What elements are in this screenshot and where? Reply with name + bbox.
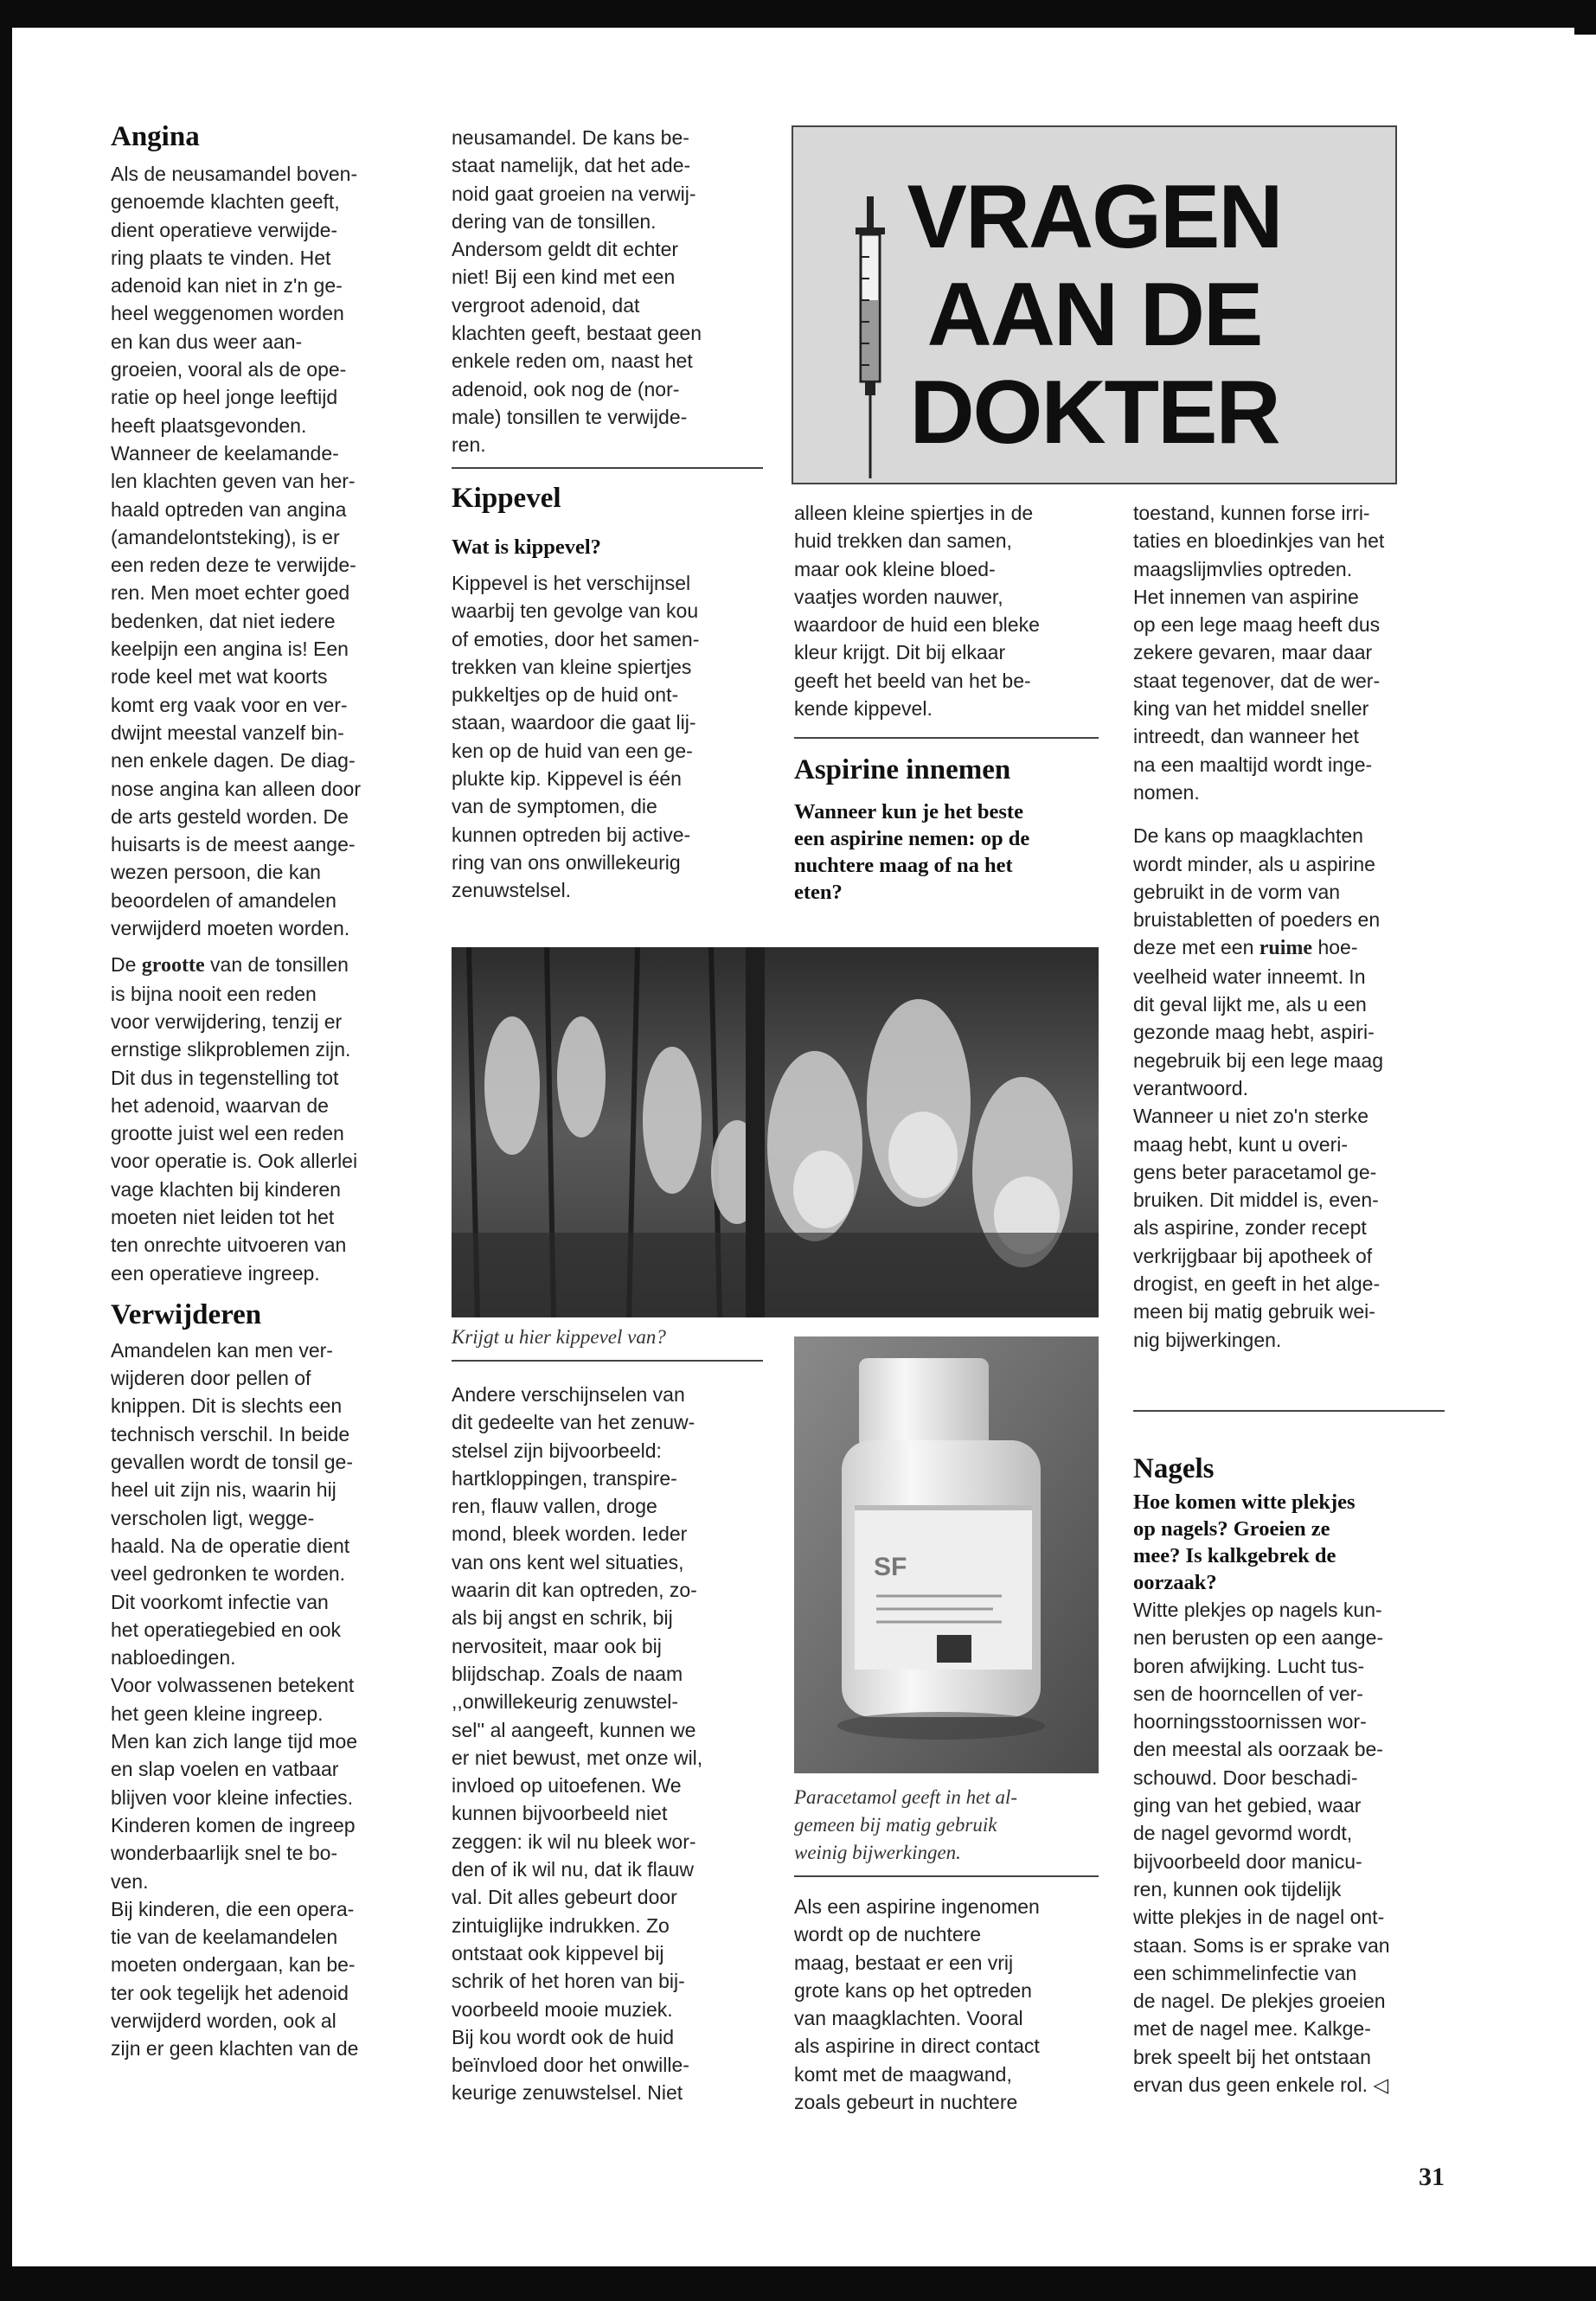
paracetamol-bottle-image xyxy=(794,1336,1099,1773)
nagels-paragraph: Witte plekjes op nagels kun- nen berusten op een aange- boren afwijking. Lucht tus- sen de hoorncellen of ver- hoorningsstoornissen wor- den meestal als oorzaak be- schouwd. Door beschadi- ging van het gebied, waar de nagel gevormd wordt, bijvoorbeeld door manicu- ren, kunnen ook tijdelijk witte plekjes in de nagel ont- staan. Soms is er sprake van een schimmelinfectie van de nagel. De plekjes groeien met de nagel mee. Kalkge- brek speelt bij het ontstaan ervan dus geen enkele rol. ◁ xyxy=(1133,1599,1390,2097)
divider-rule xyxy=(1133,1410,1445,1412)
column-2 xyxy=(452,124,763,459)
page-frame-corner xyxy=(1574,0,1596,35)
verwijderen-paragraph: Amandelen kan men ver- wijderen door pellen of knippen. Dit is slechts een technisch verschil. In beide gevallen wordt de tonsil ge- heel uit zijn nis, waarin hij verscholen ligt, wegge- haald. Na de operatie dient veel gedronken te worden. Dit voorkomt infectie van het operatiegebied en ook nabloedingen. Voor volwassenen betekent het geen kleine ingreep. Men kan zich lange tijd moe en slap voelen en vatbaar blijven voor kleine infecties. Kinderen komen de ingreep wonderbaarlijk snel te bo- ven. Bij kinderen, die een opera- tie van de keelamandelen moeten ondergaan, kan be- ter ook tegelijk het adenoid verwijderd worden, ook al zijn er geen klachten van de xyxy=(111,1338,359,2061)
aspirine-section xyxy=(794,754,1106,906)
title-line-dokter: DOKTER xyxy=(909,362,1279,463)
kippevel-continued xyxy=(452,1381,772,2107)
title-line-vragen: VRAGEN xyxy=(907,167,1282,267)
title-line-aan-de: AAN DE xyxy=(926,265,1262,365)
column-3 xyxy=(794,499,1106,722)
angina-paragraph: Als de neusamandel boven- genoemde klachten geeft, dient operatieve verwijde- ring plaats te vinden. Het adenoid kan niet in z'n ge- heel weggenomen worden en kan dus weer aan- groeien, vooral als de ope- ratie op heel jonge leeftijd heeft plaatsgevonden. Wanneer de keelamande- len klachten geven van her- haald optreden van angina (amandelontsteking), is er een reden deze te verwijde- ren. Men moet echter goed bedenken, dat niet iedere keelpijn een angina is! Een rode keel met wat koorts komt erg vaak voor en ver- dwijnt meestal vanzelf bin- nen enkele dagen. De diag- nose angina kan alleen door de arts gesteld worden. De huisarts is de meest aange- wezen persoon, die kan beoordelen of amandelen verwijderd moeten worden. xyxy=(111,163,362,940)
nagels-heading: Nagels xyxy=(1133,1453,1215,1484)
page-frame-left xyxy=(0,0,12,2301)
chicken-caption-block xyxy=(452,1324,772,1351)
emphasis-ruime: ruime xyxy=(1259,937,1313,960)
kippevel-paragraph: Kippevel is het verschijnsel waarbij ten gevolge van kou of emoties, door het samen- trekken van kleine spiertjes pukkeltjes op de huid ont- staan, waardoor die gaat lij- ken op de huid van een ge- plukte kip. Kippevel is één van de symptomen, die kunnen optreden bij active- ring van ons onwillekeurig zenuwstelsel. xyxy=(452,572,700,902)
verwijderen-heading: Verwijderen xyxy=(111,1298,262,1330)
aspirine-continued xyxy=(794,1893,1106,2116)
divider-rule xyxy=(452,467,763,469)
paracetamol-bottle-photo xyxy=(794,1336,1099,1773)
angina-heading: Angina xyxy=(111,121,200,152)
kippevel-continuation-paragraph: alleen kleine spiertjes in de huid trekken dan samen, maar ook kleine bloed- vaatjes worden nauwer, waardoor de huid een bleke kleur krijgt. Dit bij elkaar geeft het beeld van het be- kende kippevel. xyxy=(794,502,1040,721)
end-of-article-icon: ◁ xyxy=(1373,2073,1389,2097)
nagels-section xyxy=(1133,1453,1453,2099)
aspirine-continuation-paragraph: toestand, kunnen forse irri- taties en bloedinkjes van het maagslijmvlies optreden. Het innemen van aspirine op een lege maag heeft dus zekere gevaren, maar daar staat tegenover, dat de wer- king van het middel sneller intreedt, dan wanneer het na een maaltijd wordt inge- nomen. xyxy=(1133,502,1385,804)
page-frame-top xyxy=(0,0,1596,28)
aspirine-question: Wanneer kun je het beste een aspirine nemen: op de nuchtere maag of na het eten? xyxy=(794,800,1030,904)
divider-rule xyxy=(794,737,1099,739)
bottle-label: SF xyxy=(874,1553,907,1581)
page-number: 31 xyxy=(1419,2163,1445,2191)
page-frame-bottom xyxy=(0,2266,1596,2301)
nagels-question: Hoe komen witte plekjes op nagels? Groeien ze mee? Is kalkgebrek de oorzaak? xyxy=(1133,1490,1356,1594)
plucked-chickens-photo xyxy=(452,947,1099,1317)
tonsil-size-paragraph: De grootte van de tonsillen is bijna nooit een reden voor verwijdering, tenzij er ernstige slikproblemen zijn. Dit dus in tegenstelling tot het adenoid, waarvan de grootte juist wel een reden voor operatie is. Ook allerlei vage klachten bij kinderen moeten niet leiden tot het ten onrechte uitvoeren van een operatieve ingreep. xyxy=(111,953,358,1285)
column-4 xyxy=(1133,499,1453,1354)
kippevel-question: Wat is kippevel? xyxy=(452,535,601,559)
emphasis-grootte: grootte xyxy=(141,954,205,977)
kippevel-heading: Kippevel xyxy=(452,483,561,514)
aspirine-heading: Aspirine innemen xyxy=(794,754,1011,785)
kippevel-section xyxy=(452,483,772,905)
maagklachten-paragraph: De kans op maagklachten wordt minder, als u aspirine gebruikt in de vorm van bruistabletten of poeders en deze met een ruime hoe- veelheid water inneemt. In dit geval lijkt me, als u een gezonde maag hebt, aspiri- negebruik bij een lege maag verantwoord. Wanneer u niet zo'n sterke maag hebt, kunt u overi- gens beter paracetamol ge- bruiken. Dit middel is, even- als aspirine, zonder recept verkrijgbaar bij apotheek of drogist, en geeft in het alge- meen bij matig gebruik wei- nig bijwerkingen. xyxy=(1133,824,1383,1351)
divider-rule xyxy=(452,1360,763,1362)
vragen-aan-de-dokter-title xyxy=(792,125,1397,484)
adenoid-continuation-paragraph: neusamandel. De kans be- staat namelijk, dat het ade- noid gaat groeien na verwij- dering van de tonsillen. Andersom geldt dit echter niet! Bij een kind met een vergroot adenoid, dat klachten geeft, bestaat geen enkele reden om, naast het adenoid, ook nog de (nor- male) tonsillen te verwijde- ren. xyxy=(452,126,702,457)
chicken-photo-caption: Krijgt u hier kippevel van? xyxy=(452,1326,666,1348)
column-1 xyxy=(111,121,431,2063)
bottle-caption-block xyxy=(794,1784,1106,1867)
chicken-photo-image xyxy=(452,947,1099,1317)
paracetamol-photo-caption: Paracetamol geeft in het al- gemeen bij matig gebruik weinig bijwerkingen. xyxy=(794,1786,1018,1863)
aspirine-paragraph: Als een aspirine ingenomen wordt op de nuchtere maag, bestaat er een vrij grote kans op het optreden van maagklachten. Vooral als aspirine in direct contact komt met de maagwand, zoals gebeurt in nuchtere xyxy=(794,1895,1040,2114)
divider-rule xyxy=(794,1875,1099,1877)
nervous-system-paragraph: Andere verschijnselen van dit gedeelte van het zenuw- stelsel zijn bijvoorbeeld: hartkloppingen, transpire- ren, flauw vallen, droge mond, bleek worden. Ieder van ons kent wel situaties, waarin dit kan optreden, zo- als bij angst en schrik, bij nervositeit, maar ook bij blijdschap. Zoals de naam ,,onwillekeurig zenuwstel- sel'' al aangeeft, kunnen we er niet bewust, met onze wil, invloed op uitoefenen. We kunnen bijvoorbeeld niet zeggen: ik wil nu bleek wor- den of ik wil nu, dat ik flauw val. Dit alles gebeurt door zintuiglijke indrukken. Zo ontstaat ook kippevel bij schrik of het horen van bij- voorbeeld mooie muziek. Bij kou wordt ook de huid beïnvloed door het onwille- keurige zenuwstelsel. Niet xyxy=(452,1383,703,2105)
